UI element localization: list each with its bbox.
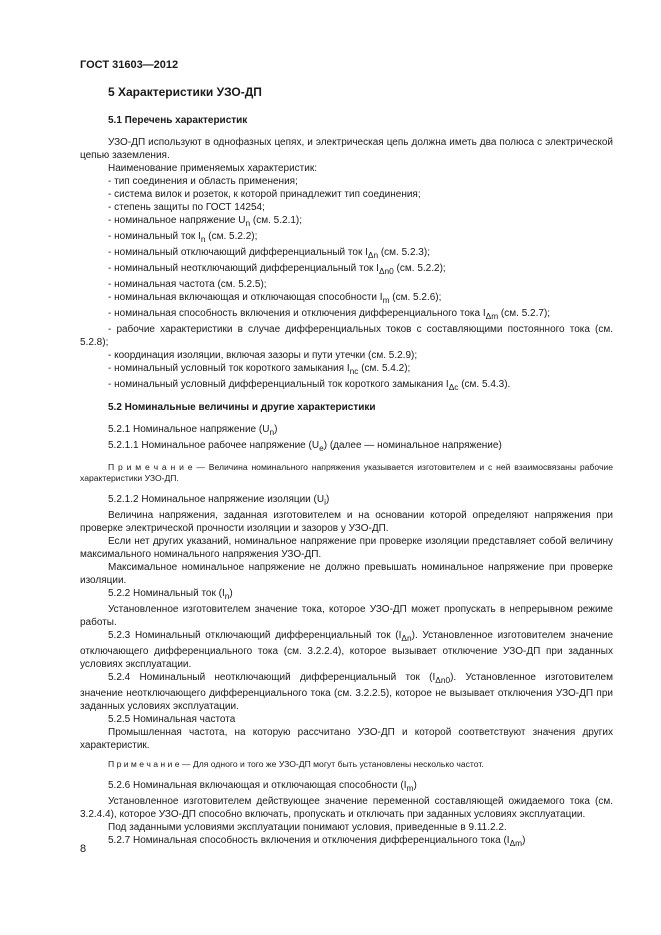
subsection-title-5-1: 5.1 Перечень характеристик: [108, 115, 248, 126]
paragraph-characteristics-intro: Наименование применяемых характеристик:: [108, 163, 317, 174]
paragraph-capacity-1: Установленное изготовителем действующее значение переменной составляющей ожидаемого тока (см. 3.2.4.4), которое УЗО-ДП способно включать, пропускать и отключать при заданных условиях эксплуатации.: [80, 796, 613, 820]
note-frequencies: П р и м е ч а н и е — Для одного и того же УЗО-ДП могут быть установлены несколько частот.: [108, 759, 484, 769]
paragraph-insulation-3: Максимальное номинальное напряжение не должно превышать номинальное напряжение при проверке изоляции.: [80, 562, 613, 586]
paragraph-rated-current: Установленное изготовителем значение тока, которое УЗО-ДП может пропускать в непрерывном режиме работы.: [80, 604, 613, 628]
list-item: - номинальный отключающий дифференциальный ток $I_{\Delta n}$ (см. 5.2.3);: [108, 247, 430, 260]
clause-5-2-1-1: 5.2.1.1 Номинальное рабочее напряжение $(U_e)$ (далее — номинальное напряжение): [108, 440, 502, 453]
clause-5-2-1-2: 5.2.1.2 Номинальное напряжение изоляции $(U_i)$: [108, 494, 330, 507]
list-item: - рабочие характеристики в случае дифференциальных токов с составляющими постоянного тока (см. 5.2.8);: [80, 324, 613, 348]
list-item: - степень защиты по ГОСТ 14254;: [108, 202, 265, 213]
list-item: - номинальная частота (см. 5.2.5);: [108, 279, 267, 290]
paragraph-capacity-2: Под заданными условиями эксплуатации понимают условия, приведенные в 9.11.2.2.: [108, 822, 507, 833]
document-code: ГОСТ 31603—2012: [80, 59, 179, 71]
clause-5-2-4: 5.2.4 Номинальный неотключающий дифференциальный ток $(I_{\Delta n0})$. Установленное изготовителем значение неотключающего дифференциального тока (см. 3.2.2.5), которое не вызывает отключения УЗО-ДП при заданных условиях эксплуатации.: [80, 672, 613, 712]
page-number: 8: [80, 843, 87, 855]
list-item: - тип соединения и область применения;: [108, 176, 298, 187]
page-content: [80, 86, 613, 850]
list-item: - номинальная включающая и отключающая способности $I_m$ (см. 5.2.6);: [108, 292, 442, 305]
note-rated-voltage: П р и м е ч а н и е — Величина номинального напряжения указывается изготовителем и с ней взаимосвязаны рабочие характеристики УЗО-ДП.: [80, 462, 613, 483]
paragraph-phases: УЗО-ДП используют в однофазных цепях, и электрическая цепь должна иметь два полюса с электрической цепью заземления.: [80, 137, 613, 161]
list-item: - номинальное напряжение $U_n$ (см. 5.2.1);: [108, 215, 303, 228]
list-item: - система вилок и розеток, к которой принадлежит тип соединения;: [108, 189, 421, 200]
list-item: - координация изоляции, включая зазоры и пути утечки (см. 5.2.9);: [108, 350, 418, 361]
list-item: - номинальная способность включения и отключения дифференциального тока $I_{\Delta m}$ (см. 5.2.7);: [108, 308, 551, 321]
list-item: - номинальный условный дифференциальный ток короткого замыкания $I_{\Delta c}$ (см. 5.4.3).: [108, 379, 511, 392]
characteristics-list: [80, 175, 613, 394]
paragraph-insulation-2: Если нет других указаний, номинальное напряжение при проверке изоляции представляет собой величину максимального номинального напряжения УЗО-ДП.: [80, 536, 613, 560]
section-title: 5 Характеристики УЗО-ДП: [108, 85, 262, 99]
list-item: - номинальный условный ток короткого замыкания $I_{nc}$ (см. 5.4.2);: [108, 363, 411, 376]
list-item: - номинальный ток $I_n$ (см. 5.2.2);: [108, 231, 258, 244]
subsection-title-5-2: 5.2 Номинальные величины и другие характеристики: [108, 402, 376, 413]
paragraph-insulation-1: Величина напряжения, заданная изготовителем и на основании которой определяют напряжения при проверке электрической прочности изоляции и зазоров у УЗО-ДП.: [80, 510, 613, 534]
clause-5-2-7: 5.2.7 Номинальная способность включения и отключения дифференциального тока $(I_{\Delta m})$: [108, 835, 526, 848]
clause-5-2-2: 5.2.2 Номинальный ток $(I_n)$: [108, 588, 233, 601]
clause-5-2-6: 5.2.6 Номинальная включающая и отключающая способности $(I_m)$: [108, 780, 417, 793]
clause-5-2-1: 5.2.1 Номинальное напряжение $(U_n)$: [108, 424, 278, 437]
list-item: - номинальный неотключающий дифференциальный ток $I_{\Delta n0}$ (см. 5.2.2);: [108, 263, 446, 276]
clause-5-2-5: 5.2.5 Номинальная частота: [108, 714, 236, 725]
clause-5-2-3: 5.2.3 Номинальный отключающий дифференциальный ток $(I_{\Delta n})$. Установленное изготовителем значение отключающего дифференциального тока (см. 3.2.2.4), которое вызывает отключение УЗО-ДП при заданных условиях эксплуатации.: [80, 630, 613, 670]
paragraph-rated-frequency: Промышленная частота, на которую рассчитано УЗО-ДП и которой соответствуют значения других характеристик.: [80, 727, 613, 751]
